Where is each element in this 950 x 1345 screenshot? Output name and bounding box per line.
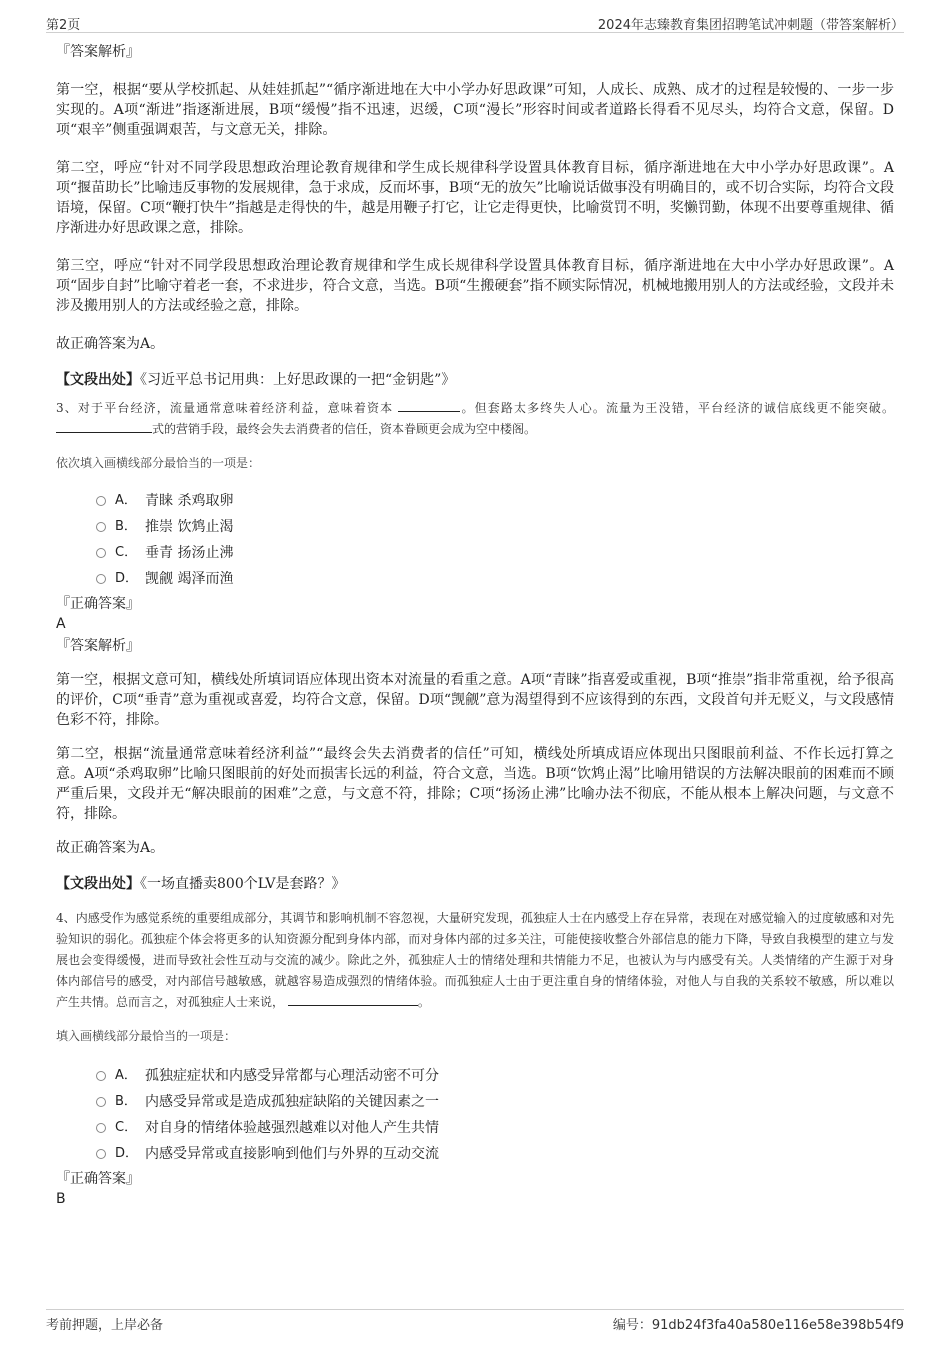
question-text: 3、对于平台经济，流量通常意味着经济利益，意味着资本 。但套路太多终失人心。流量为王没错，平台经济的诚信底线更不能突破。 式的营销手段，最终会失去消费者的信任，资本眷顾更会成为空中楼阁。 <box>56 401 894 436</box>
blank-line <box>56 420 152 433</box>
source-text: 《习近平总书记用典：上好思政课的一把“金钥匙”》 <box>140 372 456 388</box>
page-content <box>56 42 894 1209</box>
correct-answer: B <box>56 1191 66 1207</box>
analysis-heading: 『答案解析』 <box>56 44 140 60</box>
option-d[interactable]: D． 内感受异常或直接影响到他们与外界的互动交流 <box>56 1141 894 1167</box>
option-b[interactable]: B． 内感受异常或是造成孤独症缺陷的关键因素之一 <box>56 1089 894 1115</box>
footer-slogan: 考前押题，上岸必备 <box>46 1318 164 1333</box>
radio-circle-icon[interactable] <box>96 574 106 584</box>
correct-heading: 『正确答案』 <box>56 1171 140 1187</box>
analysis-paragraph: 第三空，呼应“针对不同学段思想政治理论教育规律和学生成长规律科学设置具体教育目标，循序渐进地在大中小学办好思政课”。A项“固步自封”比喻守着老一套，不求进步，符合文意，当选。B项“生搬硬套”指不顾实际情况，机械地搬用别人的方法或经验，文段并未涉及搬用别人的方法或经验之意，排除。 <box>56 258 894 314</box>
analysis-paragraph: 第一空，根据文意可知，横线处所填词语应体现出资本对流量的看重之意。A项“青睐”指喜爱或重视，B项“推崇”指非常重视，给予很高的评价，C项“垂青”意为重视或喜爱，均符合文意，保留。D项“觊觎”意为渴望得到不应该得到的东西，文段首句并无贬义，与文段感情色彩不符，排除。 <box>56 672 894 728</box>
question-3 <box>56 398 894 894</box>
prev-question-analysis <box>56 42 894 390</box>
option-a[interactable]: A． 孤独症症状和内感受异常都与心理活动密不可分 <box>56 1063 894 1089</box>
option-list <box>56 1063 894 1167</box>
radio-circle-icon[interactable] <box>96 1149 106 1159</box>
radio-circle-icon[interactable] <box>96 1123 106 1133</box>
source-label: 【文段出处】 <box>56 876 140 892</box>
source-line <box>56 370 894 390</box>
document-title: 2024年志臻教育集团招聘笔试冲刺题（带答案解析） <box>597 18 904 33</box>
document-code: 编号：91db24f3fa40a580e116e58e398b54f9 <box>612 1318 904 1333</box>
analysis-heading: 『答案解析』 <box>56 638 140 654</box>
page-footer <box>46 1309 904 1333</box>
source-text: 《一场直播卖800个LV是套路？》 <box>140 876 346 892</box>
analysis-paragraph: 第二空，根据“流量通常意味着经济利益”“最终会失去消费者的信任”可知，横线处所填成语应体现出只图眼前利益、不作长远打算之意。A项“杀鸡取卵”比喻只图眼前的好处而损害长远的利益，符合文意，当选。B项“饮鸩止渴”比喻用错误的方法解决眼前的困难而不顾严重后果，文段并无“解决眼前的困难”之意，与文意不符，排除；C项“扬汤止沸”比喻办法不彻底，不能从根本上解决问题，与文意不符，排除。 <box>56 746 894 822</box>
blank-line <box>288 993 418 1006</box>
blank-line <box>398 399 460 412</box>
analysis-conclusion: 故正确答案为A。 <box>56 336 165 352</box>
source-label: 【文段出处】 <box>56 372 140 388</box>
question-instruction: 填入画横线部分最恰当的一项是： <box>56 1029 237 1043</box>
option-c[interactable]: C． 垂青 扬汤止沸 <box>56 540 894 566</box>
question-text: 4、内感受作为感觉系统的重要组成部分，其调节和影响机制不容忽视，大量研究发现，孤独症人士在内感受上存在异常，表现在对感觉输入的过度敏感和对先验知识的弱化。孤独症个体会将更多的认知资源分配到身体内部，而对身体内部的过多关注，可能使接收整合外部信息的能力下降，导致自我模型的建立与发展也会变得缓慢，进而导致社会性互动与交流的减少。除此之外，孤独症人士的情绪处理和共情能力不足，也被认为与内感受有关。人类情绪的产生源于对身体内部信号的感受，对内部信号越敏感，就越容易造成强烈的情绪体验。而孤独症人士由于更注重自身的情绪体验，对他人与自我的关系较不敏感，所以难以产生共情。总而言之，对孤独症人士来说， 。 <box>56 911 894 1009</box>
question-instruction: 依次填入画横线部分最恰当的一项是： <box>56 456 261 470</box>
page-header <box>46 12 904 33</box>
page-number: 第2页 <box>46 18 81 33</box>
radio-circle-icon[interactable] <box>96 1071 106 1081</box>
correct-heading: 『正确答案』 <box>56 596 140 612</box>
radio-circle-icon[interactable] <box>96 522 106 532</box>
analysis-conclusion: 故正确答案为A。 <box>56 840 165 856</box>
option-a[interactable]: A． 青睐 杀鸡取卵 <box>56 488 894 514</box>
option-d[interactable]: D． 觊觎 竭泽而渔 <box>56 566 894 592</box>
correct-answer: A <box>56 616 66 632</box>
radio-circle-icon[interactable] <box>96 548 106 558</box>
analysis-paragraph: 第二空，呼应“针对不同学段思想政治理论教育规律和学生成长规律科学设置具体教育目标，循序渐进地在大中小学办好思政课”。A项“揠苗助长”比喻违反事物的发展规律，急于求成，反而坏事，B项“无的放矢”比喻说话做事没有明确目的，或不切合实际，均符合文段语境，保留。C项“鞭打快牛”指越是走得快的牛，越是用鞭子打它，让它走得更快，比喻赏罚不明，奖懒罚勤，体现不出要尊重规律、循序渐进办好思政课之意，排除。 <box>56 160 894 236</box>
radio-circle-icon[interactable] <box>96 496 106 506</box>
option-c[interactable]: C． 对自身的情绪体验越强烈越难以对他人产生共情 <box>56 1115 894 1141</box>
question-4 <box>56 908 894 1209</box>
radio-circle-icon[interactable] <box>96 1097 106 1107</box>
analysis-paragraph: 第一空，根据“要从学校抓起、从娃娃抓起”“循序渐进地在大中小学办好思政课”可知，人成长、成熟、成才的过程是较慢的、一步一步实现的。A项“渐进”指逐渐进展，B项“缓慢”指不迅速，迟缓，C项“漫长”形容时间或者道路长得看不见尽头，均符合文意，保留。D项“艰辛”侧重强调艰苦，与文意无关，排除。 <box>56 82 894 138</box>
option-b[interactable]: B． 推崇 饮鸩止渴 <box>56 514 894 540</box>
source-line <box>56 874 894 894</box>
option-list <box>56 488 894 592</box>
